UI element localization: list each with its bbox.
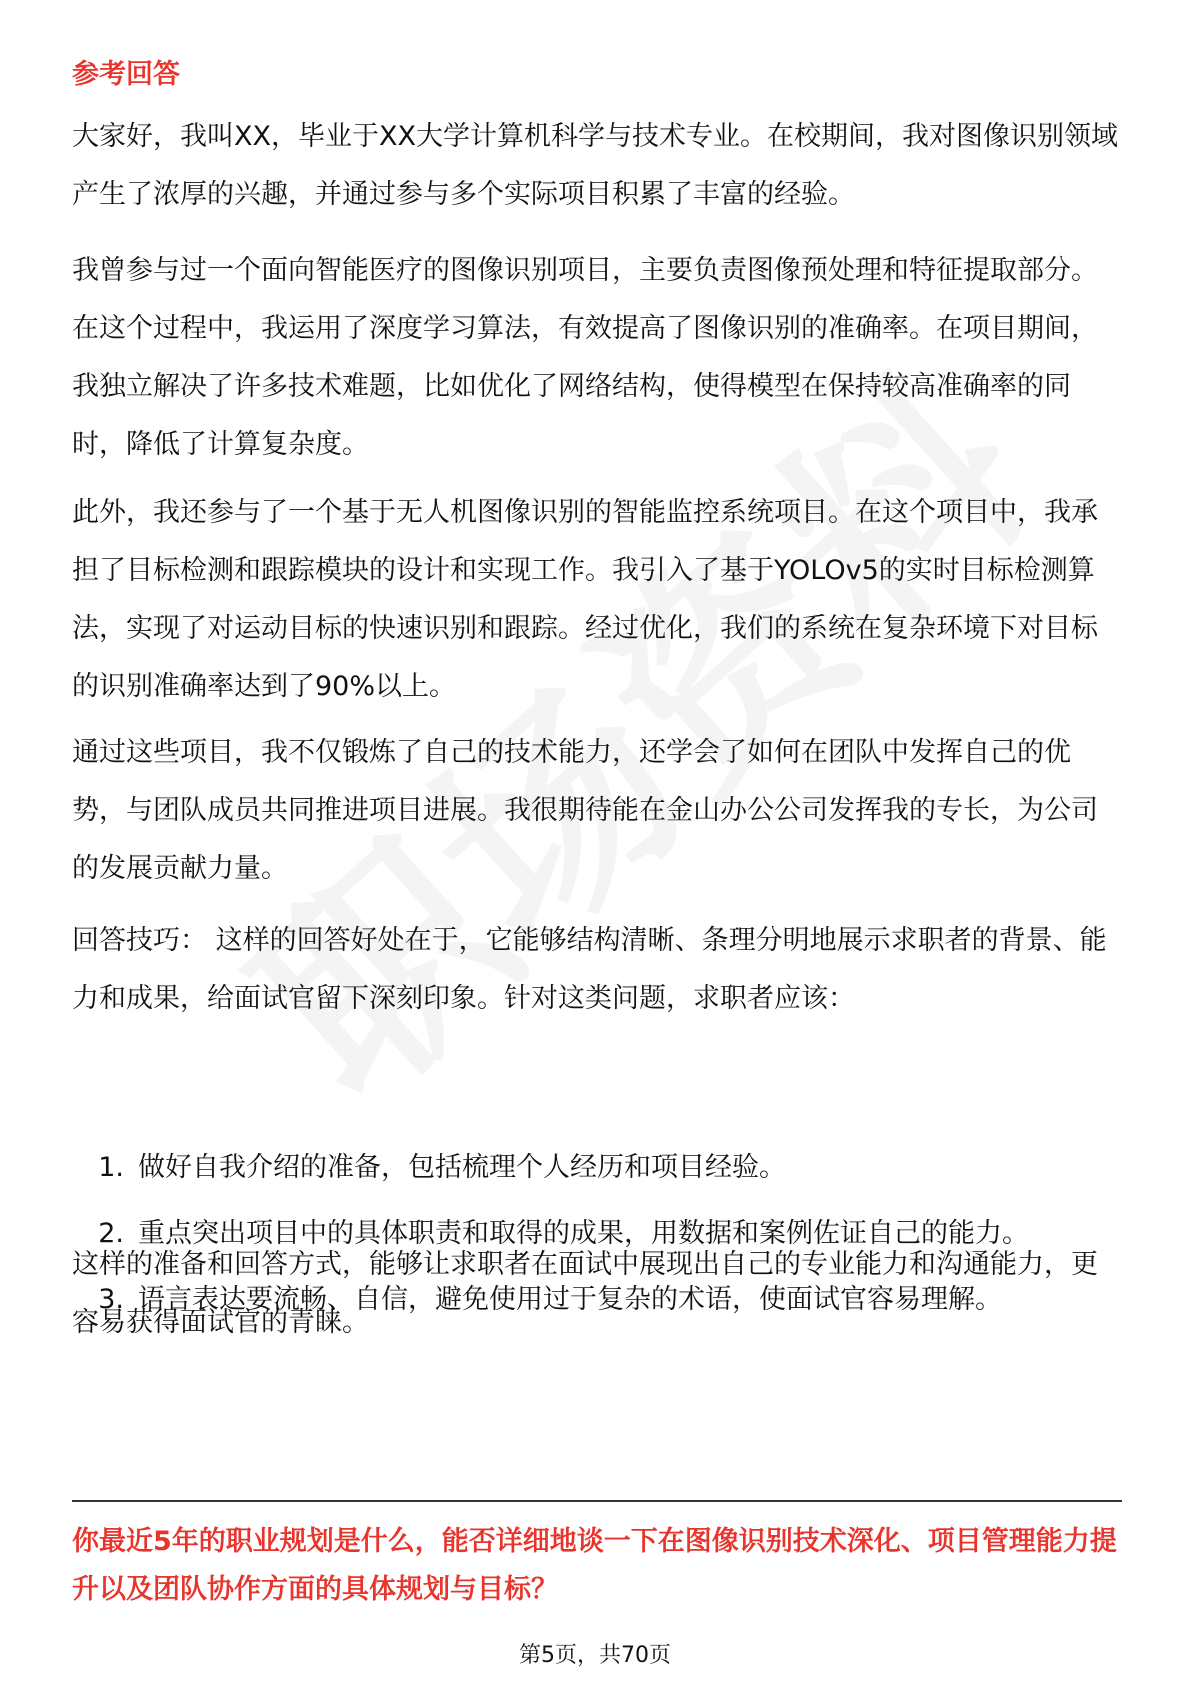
paragraph-answer-tips: 回答技巧： 这样的回答好处在于，它能够结构清晰、条理分明地展示求职者的背景、能力和成果，给面试官留下深刻印象。针对这类问题，求职者应该：: [72, 925, 1107, 1014]
list-item: [72, 1135, 1122, 1201]
next-question: 你最近5年的职业规划是什么，能否详细地谈一下在图像识别技术深化、项目管理能力提升以及团队协作方面的具体规划与目标？: [72, 1526, 1117, 1605]
list-number: 2.: [98, 1218, 124, 1249]
section-heading: 参考回答: [72, 59, 180, 90]
list-number: 3.: [98, 1284, 124, 1315]
paragraph-closing: 这样的准备和回答方式，能够让求职者在面试中展现出自己的专业能力和沟通能力，更容易获得面试官的青睐。: [72, 1249, 1098, 1338]
paragraph-teamwork: 通过这些项目，我不仅锻炼了自己的技术能力，还学会了如何在团队中发挥自己的优势，与团队成员共同推进项目进展。我很期待能在金山办公公司发挥我的专长，为公司的发展贡献力量。: [72, 737, 1098, 884]
list-item-text: 做好自我介绍的准备，包括梳理个人经历和项目经验。: [138, 1152, 786, 1183]
paragraph-medical-project: 我曾参与过一个面向智能医疗的图像识别项目，主要负责图像预处理和特征提取部分。在这个过程中，我运用了深度学习算法，有效提高了图像识别的准确率。在项目期间，我独立解决了许多技术难题，比如优化了网络结构，使得模型在保持较高准确率的同时，降低了计算复杂度。: [72, 255, 1098, 460]
list-item-text: 语言表达要流畅、自信，避免使用过于复杂的术语，使面试官容易理解。: [138, 1284, 1002, 1315]
page-footer: 第5页，共70页: [519, 1643, 671, 1668]
paragraph-drone-project: 此外，我还参与了一个基于无人机图像识别的智能监控系统项目。在这个项目中，我承担了目标检测和跟踪模块的设计和实现工作。我引入了基于YOLOv5的实时目标检测算法，实现了对运动目标的快速识别和跟踪。经过优化，我们的系统在复杂环境下对目标的识别准确率达到了90%以上。: [72, 497, 1098, 702]
list-item-text: 重点突出项目中的具体职责和取得的成果，用数据和案例佐证自己的能力。: [138, 1218, 1029, 1249]
paragraph-intro: 大家好，我叫XX，毕业于XX大学计算机科学与技术专业。在校期间，我对图像识别领域产生了浓厚的兴趣，并通过参与多个实际项目积累了丰富的经验。: [72, 121, 1118, 210]
list-number: 1.: [98, 1152, 124, 1183]
divider: [72, 1500, 1122, 1502]
